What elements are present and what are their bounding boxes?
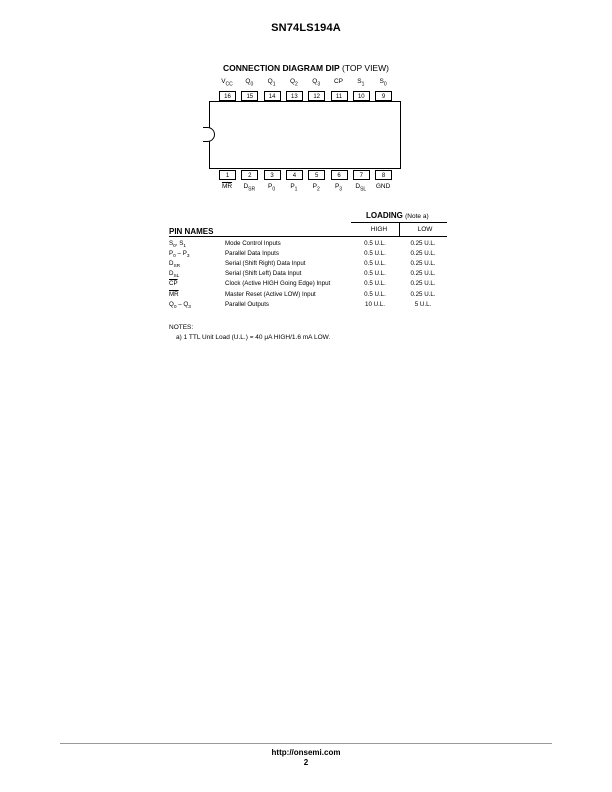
loading-note: (Note a) bbox=[405, 213, 429, 220]
pin-description: Serial (Shift Left) Data Input bbox=[225, 270, 302, 278]
pin-symbol: $\overline{MR}$ bbox=[169, 290, 179, 298]
loading-low: 0.25 U.L. bbox=[410, 260, 436, 268]
pin-number-box: 11 bbox=[331, 91, 348, 101]
pin-label-top: $S_1$ bbox=[357, 78, 365, 88]
pin-number-box: 7 bbox=[353, 170, 370, 180]
pin-description: Parallel Outputs bbox=[225, 300, 270, 308]
pin-label-bottom: $D_{SL}$ bbox=[355, 183, 367, 193]
pin-number-box: 5 bbox=[308, 170, 325, 180]
diagram-title-main: CONNECTION DIAGRAM DIP bbox=[223, 63, 340, 73]
loading-low: 0.25 U.L. bbox=[410, 280, 436, 288]
loading-low: 0.25 U.L. bbox=[410, 290, 436, 298]
pin-label-top: $Q_0$ bbox=[245, 78, 254, 88]
column-divider bbox=[399, 222, 400, 236]
loading-title: LOADING bbox=[366, 211, 403, 220]
pin-names-title: PIN NAMES bbox=[169, 227, 214, 236]
pin-number-box: 12 bbox=[308, 91, 325, 101]
table-row bbox=[169, 259, 449, 269]
pin-number-box: 1 bbox=[219, 170, 236, 180]
pin-symbol: $D_{SR}$ bbox=[169, 260, 181, 270]
column-header-high: HIGH bbox=[370, 226, 388, 233]
pin-label-top: $Q_3$ bbox=[312, 78, 321, 88]
pin-symbol: $D_{SL}$ bbox=[169, 270, 180, 280]
pin-description: Parallel Data Inputs bbox=[225, 250, 279, 258]
loading-high: 10 U.L. bbox=[365, 300, 385, 308]
pin-label-bottom: $P_1$ bbox=[290, 183, 298, 193]
loading-header bbox=[366, 211, 429, 220]
loading-high: 0.5 U.L. bbox=[364, 280, 386, 288]
table-row bbox=[169, 290, 449, 300]
pin-number-box: 3 bbox=[264, 170, 281, 180]
pin-label-bottom: $P_0$ bbox=[268, 183, 276, 193]
loading-high: 0.5 U.L. bbox=[364, 250, 386, 258]
pin-description: Clock (Active HIGH Going Edge) Input bbox=[225, 280, 331, 288]
pin-number-box: 9 bbox=[375, 91, 392, 101]
pin-number-box: 14 bbox=[264, 91, 281, 101]
loading-low: 0.25 U.L. bbox=[410, 240, 436, 247]
pin-description: Master Reset (Active LOW) Input bbox=[225, 290, 316, 298]
table-row bbox=[169, 279, 449, 289]
pin-number-box: 16 bbox=[219, 91, 236, 101]
diagram-title-view: (TOP VIEW) bbox=[342, 63, 389, 73]
pin-label-top: $S_0$ bbox=[379, 78, 387, 88]
diagram-title bbox=[0, 63, 612, 73]
loading-high: 0.5 U.L. bbox=[364, 260, 386, 268]
pin-symbol: $Q_0 - Q_3$ bbox=[169, 300, 191, 310]
pin-description: Serial (Shift Right) Data Input bbox=[225, 260, 306, 268]
pin-label-bottom: $P_2$ bbox=[312, 183, 320, 193]
note-item: a) 1 TTL Unit Load (U.L.) = 40 μA HIGH/1.6 mA LOW. bbox=[176, 334, 331, 341]
pin-number-box: 15 bbox=[241, 91, 258, 101]
page-title: SN74LS194A bbox=[271, 22, 341, 34]
table-row bbox=[169, 269, 449, 279]
footer-link[interactable]: http://onsemi.com bbox=[271, 748, 341, 757]
pin-number-box: 4 bbox=[286, 170, 303, 180]
pin-label-bottom: GND bbox=[375, 183, 391, 190]
loading-low: 0.25 U.L. bbox=[410, 270, 436, 278]
pin-label-bottom: $D_{SR}$ bbox=[243, 183, 256, 193]
pin-symbol: $\overline{CP}$ bbox=[169, 280, 178, 288]
pin-label-bottom: $\overline{MR}$ bbox=[221, 183, 233, 190]
loading-low: 0.25 U.L. bbox=[410, 250, 436, 258]
loading-low: 5 U.L. bbox=[414, 300, 432, 308]
loading-high: 0.5 U.L. bbox=[364, 290, 386, 298]
pin-label-bottom: $P_3$ bbox=[334, 183, 343, 193]
pin-symbol: $S_0$, $S_1$ bbox=[169, 240, 187, 250]
pin-description: Mode Control Inputs bbox=[225, 240, 281, 247]
table-row bbox=[169, 239, 449, 249]
pin-label-top: $Q_2$ bbox=[289, 78, 298, 88]
page-number: 2 bbox=[303, 758, 309, 767]
pin-symbol: $P_0 - P_3$ bbox=[169, 250, 190, 260]
pin-number-box: 6 bbox=[331, 170, 348, 180]
chip-body bbox=[209, 101, 401, 169]
pin-label-top: $Q_1$ bbox=[267, 78, 276, 88]
footer-rule bbox=[60, 743, 552, 744]
loading-high: 0.5 U.L. bbox=[364, 270, 386, 278]
table-header-rule bbox=[169, 236, 447, 237]
pin-label-top: CP bbox=[333, 78, 344, 85]
notes-title: NOTES: bbox=[169, 324, 194, 331]
pin-label-top: $V_{CC}$ bbox=[221, 78, 233, 88]
pin-number-box: 8 bbox=[375, 170, 392, 180]
pin-number-box: 2 bbox=[241, 170, 258, 180]
table-row bbox=[169, 300, 449, 310]
loading-high: 0.5 U.L. bbox=[364, 240, 386, 247]
table-row bbox=[169, 249, 449, 259]
pin-number-box: 13 bbox=[286, 91, 303, 101]
pin-number-box: 10 bbox=[353, 91, 370, 101]
column-header-low: LOW bbox=[417, 226, 433, 233]
